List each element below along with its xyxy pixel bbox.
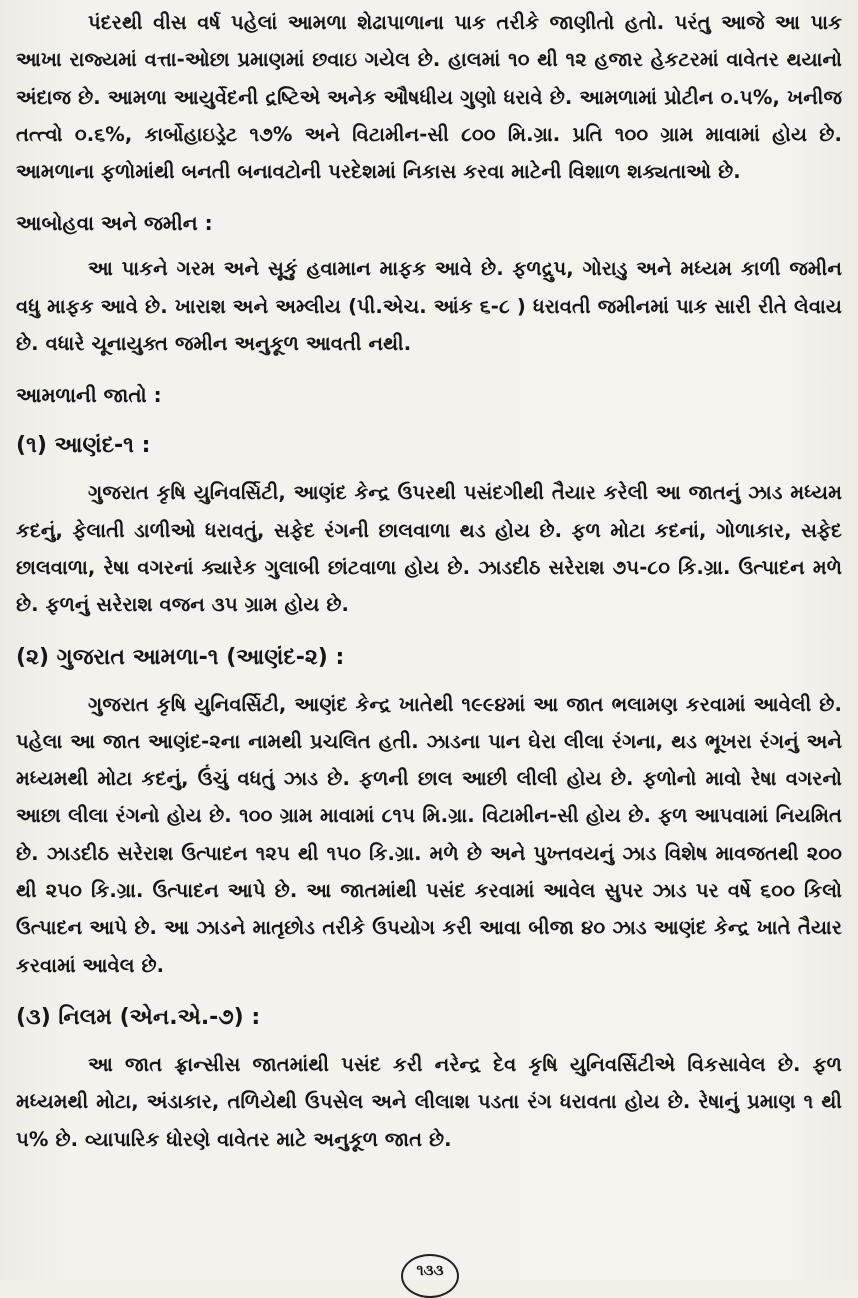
variety-3-title: (૩) નિલમ (એન.એ.-૭) : xyxy=(16,1004,261,1030)
climate-soil-paragraph: આ પાકને ગરમ અને સૂકું હવામાન માફક આવે છે. ફળદ્રુપ, ગોરાડુ અને મધ્યમ કાળી જમીન વધુ માફક આવે છે. ખારાશ અને અમ્લીય (પી.એચ. આંક ૬-૮ ) ધરાવતી જમીનમાં પાક સારી રીતે લેવાય છે. વધારે ચૂનાયુક્ત જમીન અનુકૂળ આવતી નથી. xyxy=(16,257,842,356)
intro-paragraph: પંદરથી વીસ વર્ષ પહેલાં આમળા શેઢાપાળાના પાક તરીકે જાણીતો હતો. પરંતુ આજે આ પાક આખા રાજ્યમાં વત્તા-ઓછા પ્રમાણમાં છવાઇ ગયેલ છે. હાલમાં ૧૦ થી ૧૨ હજાર હેકટરમાં વાવેતર થયાનો અંદાજ છે. આમળા આયુર્વેદની દ્રષ્ટિએ અનેક ઔષધીય ગુણો ધરાવે છે. આમળામાં પ્રોટીન ૦.૫%, ખનીજ તત્ત્વો ૦.૬%, કાર્બોહાઇડ્રેટ ૧૭% અને વિટામીન-સી ૮૦૦ મિ.ગ્રા. પ્રતિ ૧૦૦ ગ્રામ માવામાં હોય છે. આમળાના ફળોમાંથી બનતી બનાવટોની પરદેશમાં નિકાસ કરવા માટેની વિશાળ શક્યતાઓ છે. xyxy=(16,11,842,184)
page-number: ૧૩૩ xyxy=(401,1254,459,1298)
variety-2-description: ગુજરાત કૃષિ યુનિવર્સિટી, આણંદ કેન્દ્ર ખાતેથી ૧૯૯૪માં આ જાત ભલામણ કરવામાં આવેલી છે. પહેલા આ જાત આણંદ-૨ના નામથી પ્રચલિત હતી. ઝાડના પાન ઘેરા લીલા રંગના, થડ ભૂખરા રંગનું અને મધ્યમથી મોટા કદનું, ઉંચું વધતું ઝાડ છે. ફળની છાલ આછી લીલી હોય છે. ફળોનો માવો રેષા વગરનો આછા લીલા રંગનો હોય છે. ૧૦૦ ગ્રામ માવામાં ૮૧૫ મિ.ગ્રા. વિટામીન-સી હોય છે. ફળ આપવામાં નિયમિત છે. ઝાડદીઠ સરેરાશ ઉત્પાદન ૧૨૫ થી ૧૫૦ કિ.ગ્રા. મળે છે અને પુખ્તવયનું ઝાડ વિશેષ માવજતથી ૨૦૦ થી ૨૫૦ કિ.ગ્રા. ઉત્પાદન આપે છે. આ જાતમાંથી પસંદ કરવામાં આવેલ સુપર ઝાડ પર વર્ષે ૬૦૦ કિલો ઉત્પાદન આપે છે. આ ઝાડને માતૃછોડ તરીકે ઉપયોગ કરી આવા બીજા ૪૦ ઝાડ આણંદ કેન્દ્ર ખાતે તૈયાર કરવામાં આવેલ છે. xyxy=(16,692,842,977)
variety-1-title: (૧) આણંદ-૧ : xyxy=(16,433,151,459)
variety-2-title: (૨) ગુજરાત આમળા-૧ (આણંદ-૨) : xyxy=(16,644,345,670)
climate-soil-heading: આબોહવા અને જમીન : xyxy=(16,211,213,236)
variety-3-description: આ જાત ફ્રાન્સીસ જાતમાંથી પસંદ કરી નરેન્દ્ર દેવ કૃષિ યુનિવર્સિટીએ વિકસાવેલ છે. ફળ મધ્યમથી મોટા, અંડાકાર, તળિયેથી ઉપસેલ અને લીલાશ પડતા રંગ ધરાવતા હોય છે. રેષાનું પ્રમાણ ૧ થી ૫% છે. વ્યાપારિક ધોરણે વાવેતર માટે અનુકૂળ જાત છે. xyxy=(16,1052,842,1151)
variety-1-description: ગુજરાત કૃષિ યુનિવર્સિટી, આણંદ કેન્દ્ર ઉપરથી પસંદગીથી તૈયાર કરેલી આ જાતનું ઝાડ મધ્યમ કદનું, ફેલાતી ડાળીઓ ધરાવતું, સફેદ રંગની છાલવાળા થડ હોય છે. ફળ મોટા કદનાં, ગોળાકાર, સફેદ છાલવાળા, રેષા વગરનાં ક્યારેક ગુલાબી છાંટવાળા હોય છે. ઝાડદીઠ સરેરાશ ૭૫-૮૦ કિ.ગ્રા. ઉત્પાદન મળે છે. ફળનું સરેરાશ વજન ૩૫ ગ્રામ હોય છે. xyxy=(16,481,842,617)
page-content xyxy=(16,4,842,1158)
varieties-heading: આમળાની જાતો : xyxy=(16,383,162,408)
